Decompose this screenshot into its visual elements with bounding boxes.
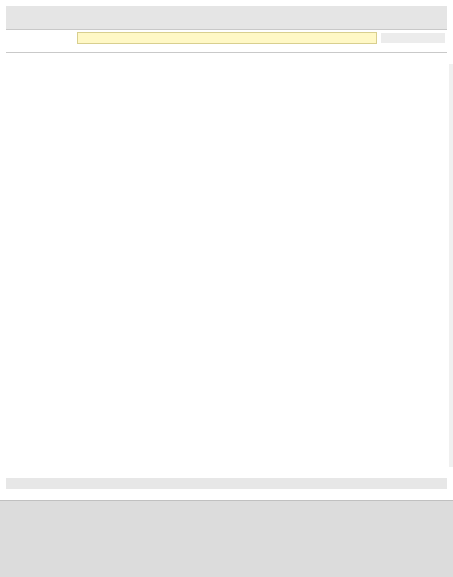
contact-label — [381, 33, 445, 43]
contact-row — [6, 32, 447, 44]
files-col-num — [429, 478, 447, 489]
files-header — [6, 478, 447, 489]
divider — [6, 52, 447, 53]
page-header — [6, 6, 447, 30]
files-table — [6, 478, 447, 502]
files-col-download — [6, 478, 196, 489]
scrollbar[interactable] — [449, 64, 453, 467]
files-col-title — [196, 478, 429, 489]
contact-value — [77, 32, 377, 44]
tender-details — [6, 64, 447, 467]
footer-area — [0, 500, 453, 577]
